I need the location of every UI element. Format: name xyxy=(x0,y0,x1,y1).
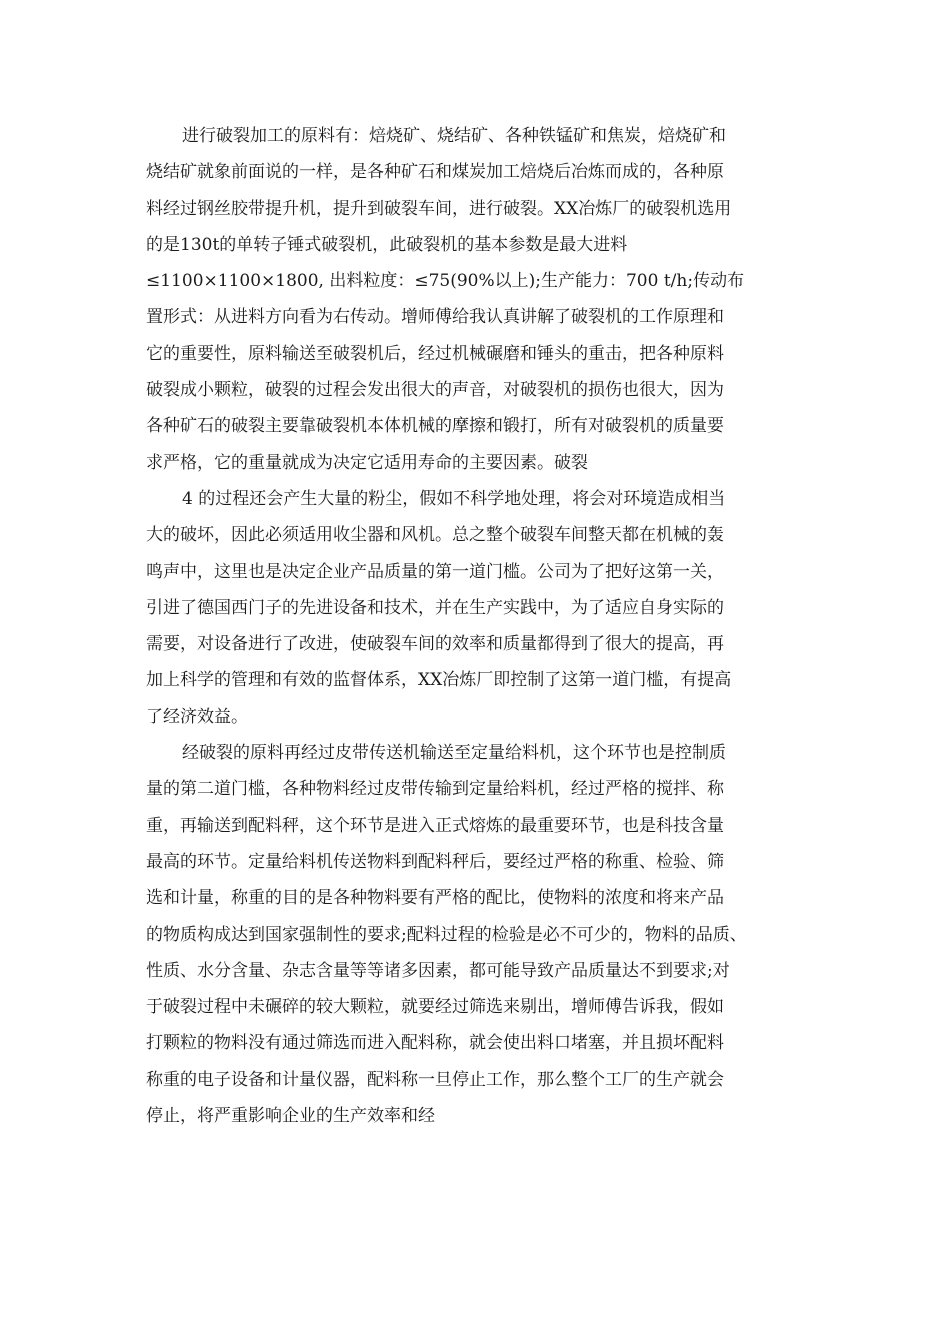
text-line: 大的破坏，因此必须适用收尘器和风机。总之整个破裂车间整天都在机械的轰 xyxy=(146,525,724,546)
text-line: 求严格，它的重量就成为决定它适用寿命的主要因素。破裂 xyxy=(146,452,588,473)
text-line: 加上科学的管理和有效的监督体系，XX冶炼厂即控制了这第一道门槛，有提高 xyxy=(146,670,732,691)
text-line: 需要，对设备进行了改进，使破裂车间的效率和质量都得到了很大的提高，再 xyxy=(146,634,724,655)
text-line: 了经济效益。 xyxy=(146,706,248,727)
text-line: 破裂成小颗粒，破裂的过程会发出很大的声音，对破裂机的损伤也很大，因为 xyxy=(146,380,724,401)
text-line: 经破裂的原料再经过皮带传送机输送至定量给料机，这个环节也是控制质 xyxy=(182,743,726,764)
text-line: 称重的电子设备和计量仪器，配料称一旦停止工作，那么整个工厂的生产就会 xyxy=(146,1069,724,1090)
text-line: 置形式：从进料方向看为右传动。增师傅给我认真讲解了破裂机的工作原理和 xyxy=(146,307,724,328)
text-line: 量的第二道门槛，各种物料经过皮带传输到定量给料机，经过严格的搅拌、称 xyxy=(146,779,724,800)
text-line: 引进了德国西门子的先进设备和技术，并在生产实践中，为了适应自身实际的 xyxy=(146,597,724,618)
text-line: 它的重要性，原料输送至破裂机后，经过机械碾磨和锤头的重击，把各种原料 xyxy=(146,343,724,364)
text-line: 的是130t的单转子锤式破裂机，此破裂机的基本参数是最大进料 xyxy=(146,234,628,255)
body-text xyxy=(146,118,806,1134)
text-line: 重，再输送到配料秤，这个环节是进入正式熔炼的最重要环节，也是科技含量 xyxy=(146,815,724,836)
text-line: 鸣声中，这里也是决定企业产品质量的第一道门槛。公司为了把好这第一关， xyxy=(146,561,724,582)
text-line: 的物质构成达到国家强制性的要求;配料过程的检验是必不可少的，物料的品质、 xyxy=(146,924,747,945)
text-line: 烧结矿就象前面说的一样，是各种矿石和煤炭加工焙烧后冶炼而成的，各种原 xyxy=(146,162,724,183)
text-line: 停止，将严重影响企业的生产效率和经 xyxy=(146,1106,435,1127)
text-line: 4 的过程还会产生大量的粉尘，假如不科学地处理，将会对环境造成相当 xyxy=(182,488,726,509)
text-line: 打颗粒的物料没有通过筛选而进入配料称，就会使出料口堵塞，并且损坏配料 xyxy=(146,1033,724,1054)
text-line: 最高的环节。定量给料机传送物料到配料秤后，要经过严格的称重、检验、筛 xyxy=(146,851,724,872)
text-line: 进行破裂加工的原料有：焙烧矿、烧结矿、各种铁锰矿和焦炭，焙烧矿和 xyxy=(182,126,726,146)
text-line: ≤1100×1100×1800, 出料粒度：≤75(90%以上);生产能力：700 t/h;传动布 xyxy=(146,271,745,292)
text-line: 选和计量，称重的目的是各种物料要有严格的配比，使物料的浓度和将来产品 xyxy=(146,888,724,909)
text-line: 于破裂过程中未碾碎的较大颗粒，就要经过筛选来剔出，增师傅告诉我，假如 xyxy=(146,997,724,1018)
text-line: 性质、水分含量、杂志含量等等诸多因素，都可能导致产品质量达不到要求;对 xyxy=(146,960,730,981)
text-line: 料经过钢丝胶带提升机，提升到破裂车间，进行破裂。XX冶炼厂的破裂机选用 xyxy=(146,198,732,219)
text-line: 各种矿石的破裂主要靠破裂机本体机械的摩擦和锻打，所有对破裂机的质量要 xyxy=(146,416,724,437)
